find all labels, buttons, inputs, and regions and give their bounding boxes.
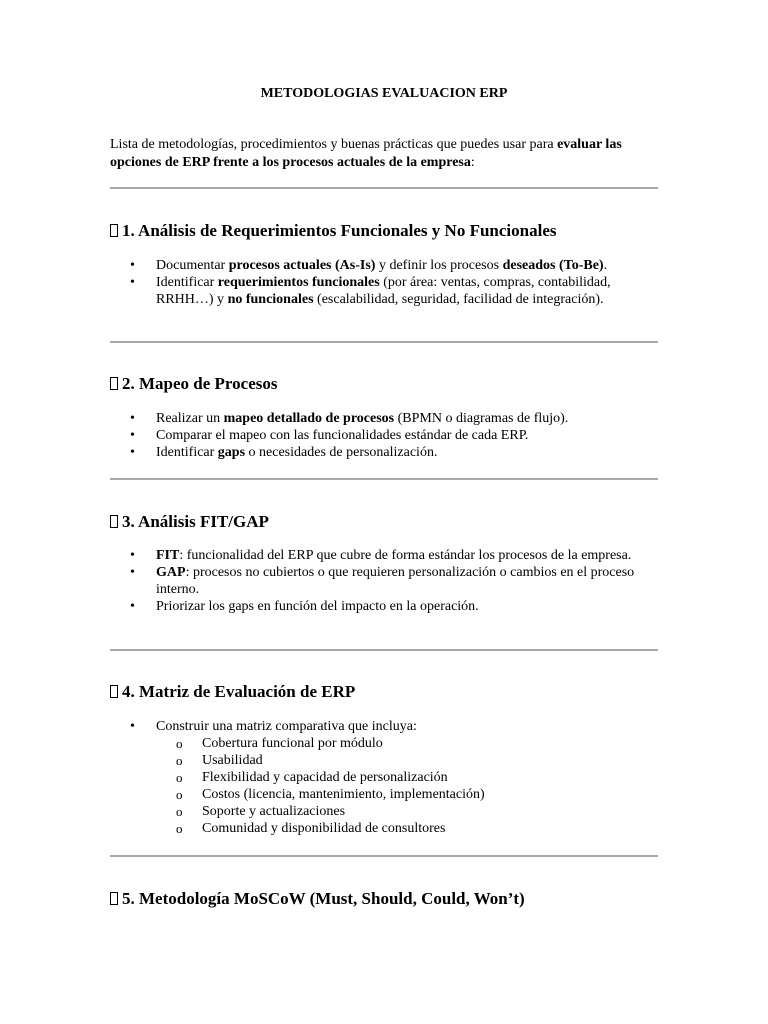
missing-glyph-icon (110, 377, 118, 390)
list-item-bold: GAP (156, 565, 186, 580)
intro-paragraph (110, 136, 658, 172)
section-1-list (110, 257, 658, 308)
list-item-text: (escalabilidad, seguridad, facilidad de integración). (313, 292, 604, 307)
list-item-text: o necesidades de personalización. (245, 445, 438, 460)
list-item (110, 547, 658, 564)
sub-list-item: o Comunidad y disponibilidad de consultores (156, 820, 658, 837)
sub-list-item: o Soporte y actualizaciones (156, 803, 658, 820)
divider-line (110, 478, 658, 480)
intro-bold-text: evaluar las opciones de ERP frente a los procesos actuales de la empresa (110, 137, 622, 170)
list-item-text: y definir los procesos (375, 258, 503, 273)
list-item (110, 427, 658, 444)
section-2-heading-text: 2. Mapeo de Procesos (122, 374, 278, 393)
sub-list (156, 735, 658, 837)
section-1-heading-text: 1. Análisis de Requerimientos Funcionales y No Funcionales (122, 221, 557, 240)
list-item (110, 564, 658, 598)
sub-list-item: o Flexibilidad y capacidad de personalización (156, 769, 658, 786)
section-4-heading (110, 682, 658, 702)
sub-list-item: o Usabilidad (156, 752, 658, 769)
list-item-bold: deseados (To-Be) (502, 258, 604, 273)
sub-list-item: o Cobertura funcional por módulo (156, 735, 658, 752)
intro-text: Lista de metodologías, procedimientos y buenas prácticas que puedes usar para (110, 137, 558, 152)
missing-glyph-icon (110, 892, 118, 905)
list-item-text: Construir una matriz comparativa que incluya: (156, 719, 417, 734)
section-3-heading (110, 512, 658, 532)
list-item (110, 410, 658, 427)
list-item-text: (por área: ventas, compras, contabilidad, RRHH…) y (156, 275, 611, 307)
list-item (110, 718, 658, 837)
list-item-text: : funcionalidad del ERP que cubre de forma estándar los procesos de la empresa. (179, 548, 632, 563)
missing-glyph-icon (110, 515, 118, 528)
list-item-bold: no funcionales (227, 292, 314, 307)
list-item-text: Priorizar los gaps en función del impacto en la operación. (156, 599, 479, 614)
section-2-heading (110, 374, 658, 394)
intro-end: : (470, 155, 475, 170)
list-item-text: : procesos no cubiertos o que requieren personalización o cambios en el proceso interno. (156, 565, 635, 597)
list-item-text: Comparar el mapeo con las funcionalidades estándar de cada ERP. (156, 428, 529, 443)
divider-line (110, 649, 658, 651)
list-item-bold: gaps (217, 445, 246, 460)
list-item-text: Identificar (156, 445, 218, 460)
section-4-list (110, 718, 658, 837)
list-item-text: Identificar (156, 275, 218, 290)
section-3-heading-text: 3. Análisis FIT/GAP (122, 512, 269, 531)
document-title: METODOLOGIAS EVALUACION ERP (260, 86, 508, 101)
section-1-heading (110, 221, 658, 241)
missing-glyph-icon (110, 224, 118, 237)
list-item-bold: procesos actuales (As-Is) (228, 258, 376, 273)
sub-list-item: o Costos (licencia, mantenimiento, implementación) (156, 786, 658, 803)
divider-line (110, 341, 658, 343)
section-4-heading-text: 4. Matriz de Evaluación de ERP (122, 682, 356, 701)
divider-line (110, 855, 658, 857)
list-item-text: . (603, 258, 608, 273)
section-3-list (110, 547, 658, 615)
list-item-text: Documentar (156, 258, 229, 273)
list-item-text: (BPMN o diagramas de flujo). (394, 411, 569, 426)
list-item-bold: FIT (156, 548, 180, 563)
list-item (110, 444, 658, 461)
list-item-text: Realizar un (156, 411, 224, 426)
list-item (110, 274, 658, 308)
missing-glyph-icon (110, 685, 118, 698)
list-item-bold: mapeo detallado de procesos (223, 411, 395, 426)
list-item (110, 257, 658, 274)
list-item (110, 598, 658, 615)
divider-line (110, 187, 658, 189)
list-item-bold: requerimientos funcionales (217, 275, 380, 290)
section-5-heading-text: 5. Metodología MoSCoW (Must, Should, Could, Won’t) (122, 889, 525, 908)
section-5-heading (110, 889, 658, 909)
section-2-list (110, 410, 658, 461)
